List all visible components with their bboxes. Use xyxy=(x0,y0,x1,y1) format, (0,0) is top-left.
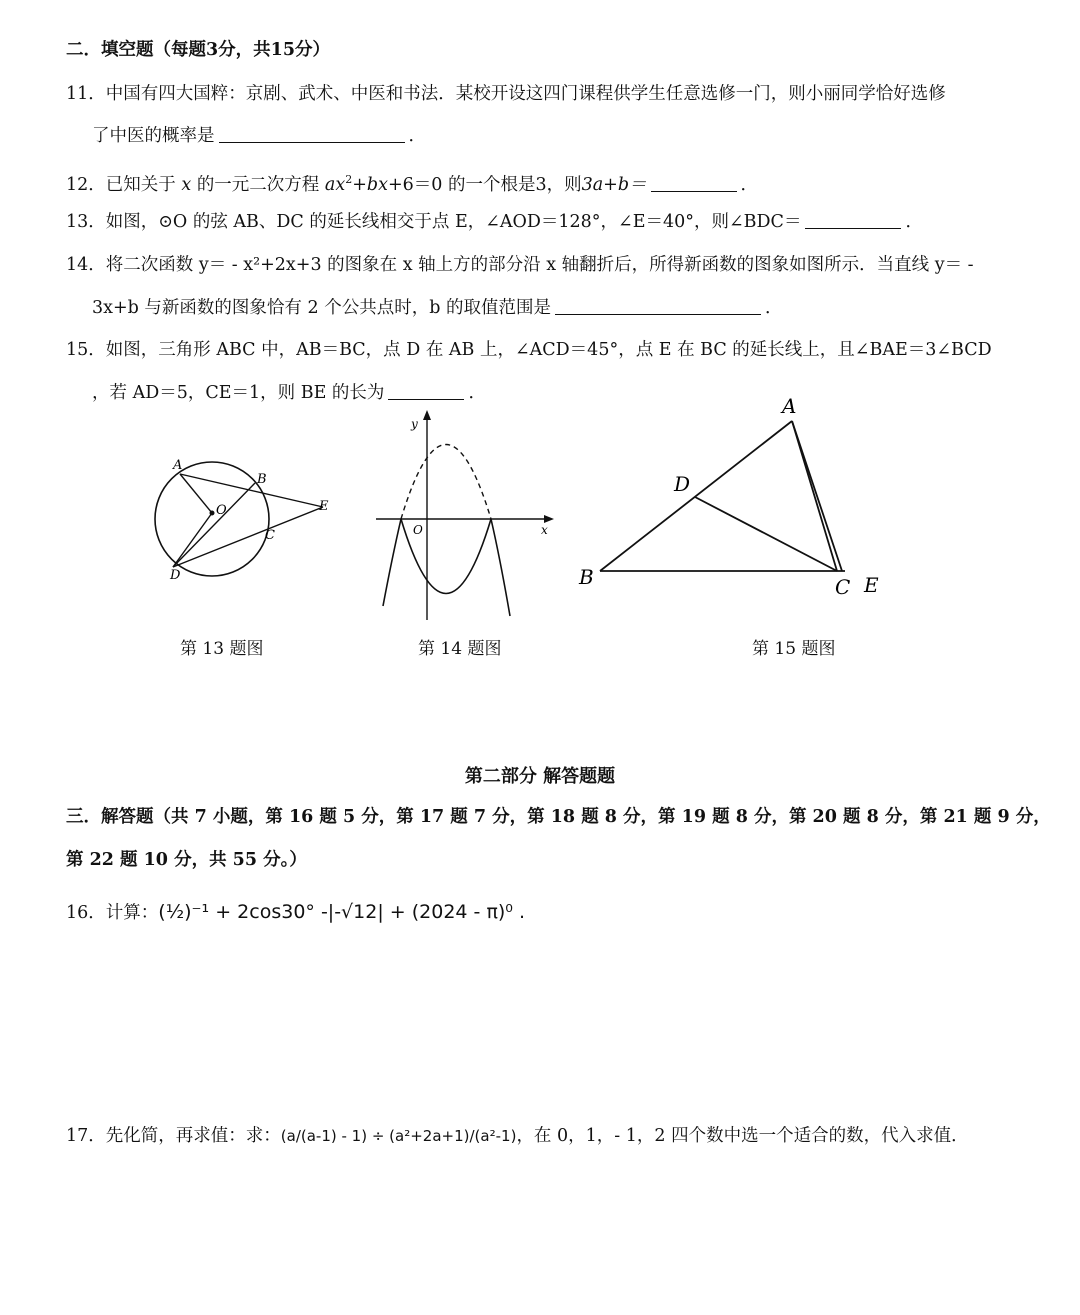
figure-15 xyxy=(570,390,900,605)
label-e: E xyxy=(864,573,879,597)
x-axis-arrow xyxy=(544,515,554,523)
q14-line1: 14．将二次函数 y＝ - x²+2x+3 的图象在 x 轴上方的部分沿 x 轴翻折后，所得新函数的图象如图所示．当直线 y＝ - xyxy=(66,255,974,275)
q12-equation: ax xyxy=(324,174,346,195)
q15-line2-text: ，若 AD＝5，CE＝1，则 BE 的长为 xyxy=(92,383,385,403)
right-branch xyxy=(491,519,510,616)
q12-var-x: x xyxy=(181,174,192,195)
q13: 13．如图，⊙O 的弦 AB、DC 的延长线相交于点 E，∠AOD＝128°，∠E＝40°，则∠BDC＝ ． xyxy=(66,212,923,232)
q11-line2: 了中医的概率是 ． xyxy=(92,126,426,146)
figure-13 xyxy=(145,450,345,590)
figure-14 xyxy=(370,408,560,623)
q12-text-b: 的一元二次方程 xyxy=(196,174,320,195)
segment-ba xyxy=(600,421,792,571)
q12-text-c: 的一个根是3，则 xyxy=(447,174,582,195)
q17-expression: (a/(a-1) - 1) ÷ (a²+2a+1)/(a²-1) xyxy=(280,1127,517,1145)
caption-fig14: 第 14 题图 xyxy=(418,639,502,659)
label-d: D xyxy=(674,472,691,496)
segment-dc xyxy=(695,497,837,571)
q12-expr: 3a+b＝ xyxy=(581,174,647,195)
label-y: y xyxy=(411,417,418,431)
y-axis-arrow xyxy=(423,410,431,420)
label-a: A xyxy=(173,458,183,473)
q15-line2: ，若 AD＝5，CE＝1，则 BE 的长为 ． xyxy=(92,383,486,403)
original-parabola-dashed xyxy=(401,445,491,520)
label-c: C xyxy=(835,575,851,599)
part2-heading-line1: 三．解答题（共 7 小题，第 16 题 5 分，第 17 题 7 分，第 18 题 8 分，第 19 题 8 分，第 20 题 8 分，第 21 题 9 分， xyxy=(66,807,1051,827)
label-o: O xyxy=(413,523,423,537)
q17 xyxy=(66,1124,969,1148)
q12-equation-rest: +bx+6＝0 xyxy=(352,174,443,195)
q16 xyxy=(66,900,525,925)
q11-line1: 11．中国有四大国粹：京剧、武术、中医和书法．某校开设这四门课程供学生任意选修一门，则小丽同学恰好选修 xyxy=(66,84,946,104)
part2-title: 第二部分 解答题题 xyxy=(464,766,616,787)
answer-blank xyxy=(219,125,405,143)
label-o: O xyxy=(216,503,227,518)
center-dot xyxy=(210,511,215,516)
q13-text: 13．如图，⊙O 的弦 AB、DC 的延长线相交于点 E，∠AOD＝128°，∠E＝40°，则∠BDC＝ xyxy=(66,212,802,232)
answer-blank xyxy=(388,382,464,400)
left-branch xyxy=(383,519,401,606)
answer-blank xyxy=(805,211,901,229)
q11-line2-text: 了中医的概率是 xyxy=(92,126,215,146)
label-a: A xyxy=(782,394,797,418)
q16-prefix: 16．计算： xyxy=(66,903,159,923)
caption-fig13: 第 13 题图 xyxy=(180,639,264,659)
circle-o xyxy=(155,462,269,576)
q14-line2-text: 3x+b 与新函数的图象恰有 2 个公共点时，b 的取值范围是 xyxy=(92,298,551,318)
q12-num: 12． xyxy=(66,174,106,195)
label-b: B xyxy=(257,472,267,487)
q17-suffix: ，在 0，1，- 1，2 四个数中选一个适合的数，代入求值． xyxy=(516,1126,969,1146)
q17-prefix: 17．先化简，再求值：求： xyxy=(66,1126,281,1146)
label-b: B xyxy=(579,565,594,589)
label-e: E xyxy=(319,499,329,514)
section-heading: 二．填空题（每题3分，共15分） xyxy=(66,40,331,60)
part2-heading-line2: 第 22 题 10 分，共 55 分。） xyxy=(66,850,307,870)
label-x: x xyxy=(541,523,548,537)
q14-line2: 3x+b 与新函数的图象恰有 2 个公共点时，b 的取值范围是 ． xyxy=(92,298,783,318)
answer-blank xyxy=(555,297,761,315)
q12-text-a: 已知关于 xyxy=(105,174,176,195)
label-c: C xyxy=(265,528,275,543)
q15-line1: 15．如图，三角形 ABC 中，AB＝BC，点 D 在 AB 上，∠ACD＝45°，点 E 在 BC 的延长线上，且∠BAE＝3∠BCD xyxy=(66,340,992,360)
segment-ac xyxy=(792,421,837,571)
answer-blank xyxy=(651,174,737,192)
segment-db xyxy=(173,483,255,567)
q12: 12．已知关于 x 的一元二次方程 $ax^2+bx+6=0$ 的一个根是3，则3a+b＝ ． xyxy=(66,173,759,195)
q16-expression: (½)⁻¹ + 2cos30° -|-√12| + (2024 - π)⁰ . xyxy=(158,901,525,923)
caption-fig15: 第 15 题图 xyxy=(752,639,836,659)
label-d: D xyxy=(170,568,181,583)
